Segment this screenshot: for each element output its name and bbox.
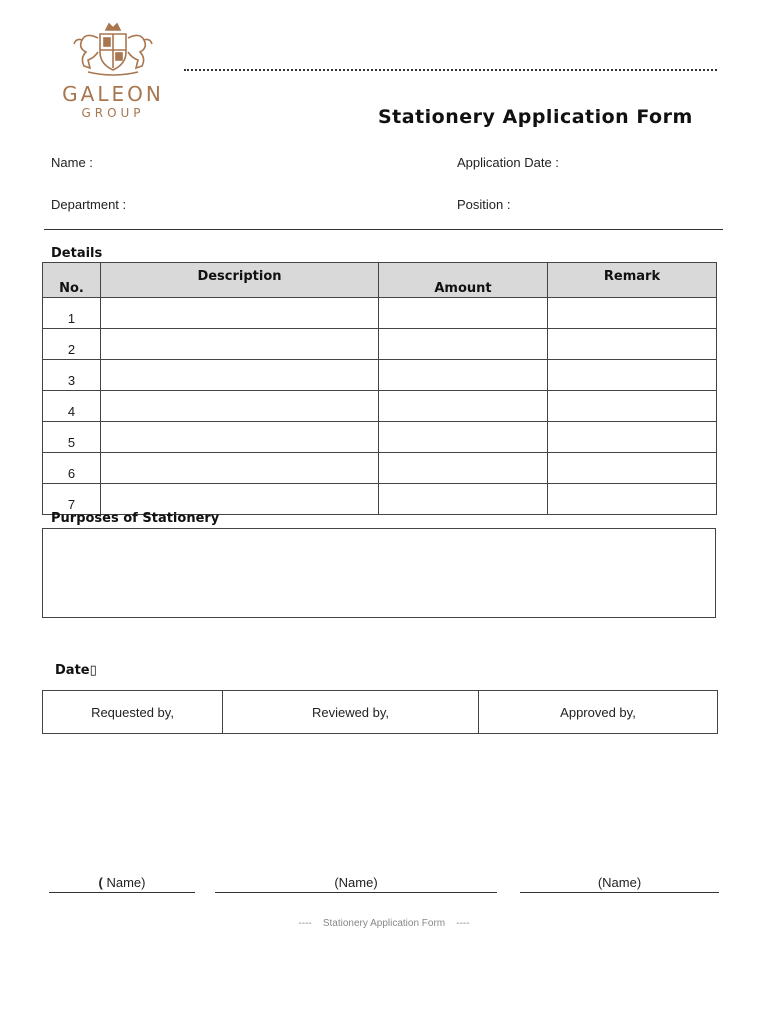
remark-cell[interactable] — [548, 453, 717, 484]
amount-cell[interactable] — [379, 453, 548, 484]
header-remark: Remark — [548, 263, 717, 298]
remark-cell[interactable] — [548, 391, 717, 422]
header-amount: Amount — [379, 263, 548, 298]
amount-cell[interactable] — [379, 298, 548, 329]
description-cell[interactable] — [101, 391, 379, 422]
table-row — [43, 391, 717, 422]
description-cell[interactable] — [101, 360, 379, 391]
remark-cell[interactable] — [548, 329, 717, 360]
date-label: Date▯ — [55, 663, 97, 678]
amount-cell[interactable] — [379, 391, 548, 422]
approved-signature-line[interactable] — [520, 892, 719, 893]
amount-cell[interactable] — [379, 329, 548, 360]
row-number: 2 — [43, 329, 101, 360]
row-number: 3 — [43, 360, 101, 391]
details-header-row — [43, 263, 717, 298]
name-text: Name) — [102, 875, 146, 890]
reviewed-signature-line[interactable] — [215, 892, 497, 893]
company-logo — [50, 22, 176, 122]
description-cell[interactable] — [101, 298, 379, 329]
reviewed-name-label: (Name) — [334, 875, 378, 890]
requested-by-cell: Requested by, — [43, 691, 223, 734]
details-table — [42, 262, 717, 515]
crest-icon — [68, 22, 158, 78]
requested-signature-line[interactable] — [49, 892, 195, 893]
description-cell[interactable] — [101, 484, 379, 515]
remark-cell[interactable] — [548, 484, 717, 515]
header-dotted-line — [184, 69, 717, 71]
name-open-paren: ( — [98, 875, 103, 890]
purposes-textbox[interactable] — [42, 528, 716, 618]
logo-sub: GROUP — [81, 106, 145, 120]
remark-cell[interactable] — [548, 360, 717, 391]
section-divider — [44, 229, 723, 230]
description-cell[interactable] — [101, 453, 379, 484]
table-row — [43, 360, 717, 391]
row-number: 5 — [43, 422, 101, 453]
requested-name-label — [49, 875, 195, 890]
signature-table — [42, 690, 718, 734]
amount-cell[interactable] — [379, 360, 548, 391]
remark-cell[interactable] — [548, 298, 717, 329]
name-field-label: Name : — [51, 155, 93, 170]
reviewed-by-cell: Reviewed by, — [223, 691, 479, 734]
logo-name: GALEON — [62, 82, 164, 106]
table-row — [43, 453, 717, 484]
remark-cell[interactable] — [548, 422, 717, 453]
approved-name-label: (Name) — [597, 875, 642, 890]
table-row — [43, 484, 717, 515]
header-no: No. — [43, 263, 101, 298]
row-number: 1 — [43, 298, 101, 329]
page-footer: ---- Stationery Application Form ---- — [298, 918, 470, 929]
application-date-label: Application Date : — [457, 155, 559, 170]
page-title: Stationery Application Form — [378, 106, 693, 128]
amount-cell[interactable] — [379, 422, 548, 453]
table-row — [43, 298, 717, 329]
row-number: 6 — [43, 453, 101, 484]
table-row — [43, 329, 717, 360]
details-label: Details — [51, 246, 103, 261]
description-cell[interactable] — [101, 329, 379, 360]
header-description: Description — [101, 263, 379, 298]
amount-cell[interactable] — [379, 484, 548, 515]
table-row — [43, 422, 717, 453]
purposes-label: Purposes of Stationery — [51, 511, 220, 526]
approved-by-cell: Approved by, — [479, 691, 718, 734]
department-field-label: Department : — [51, 197, 127, 212]
description-cell[interactable] — [101, 422, 379, 453]
row-number: 4 — [43, 391, 101, 422]
row-number: 7 — [43, 484, 101, 515]
position-field-label: Position : — [457, 197, 511, 212]
